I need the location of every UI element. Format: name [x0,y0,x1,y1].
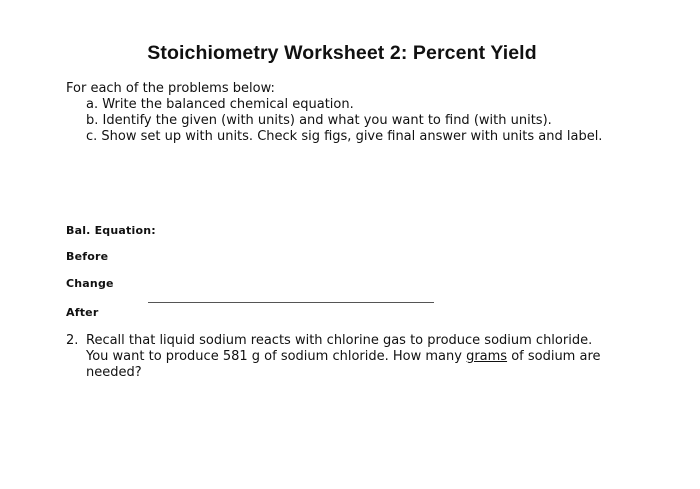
page-title: Stoichiometry Worksheet 2: Percent Yield [147,42,537,64]
instruction-text: Write the balanced chemical equation. [102,97,354,112]
balanced-equation-label: Bal. Equation: [66,224,156,237]
problem-text [86,333,616,381]
problem-text-start: Recall that liquid sodium reacts with chlorine gas to produce sodium chloride. You want to produce 581 g of sodium chloride. How many [86,333,593,364]
instruction-item [86,97,606,113]
instruction-item [86,113,606,129]
instruction-marker: c. [86,129,98,144]
instruction-marker: b. [86,113,99,128]
instruction-text: Show set up with units. Check sig figs, give final answer with units and label. [101,129,603,144]
change-label: Change [66,277,114,290]
instruction-marker: a. [86,97,99,112]
instruction-text: Identify the given (with units) and what you want to find (with units). [102,113,552,128]
intro-text: For each of the problems below: [66,81,275,96]
instruction-list [86,97,606,145]
before-label: Before [66,250,109,263]
answer-line [148,302,434,303]
instruction-item [86,129,606,145]
problem-text-end: of sodium are needed? [86,349,601,380]
problem-emphasis: grams [466,349,508,364]
problem-number: 2. [66,333,79,348]
problem-2 [66,333,626,381]
after-label: After [66,306,99,319]
